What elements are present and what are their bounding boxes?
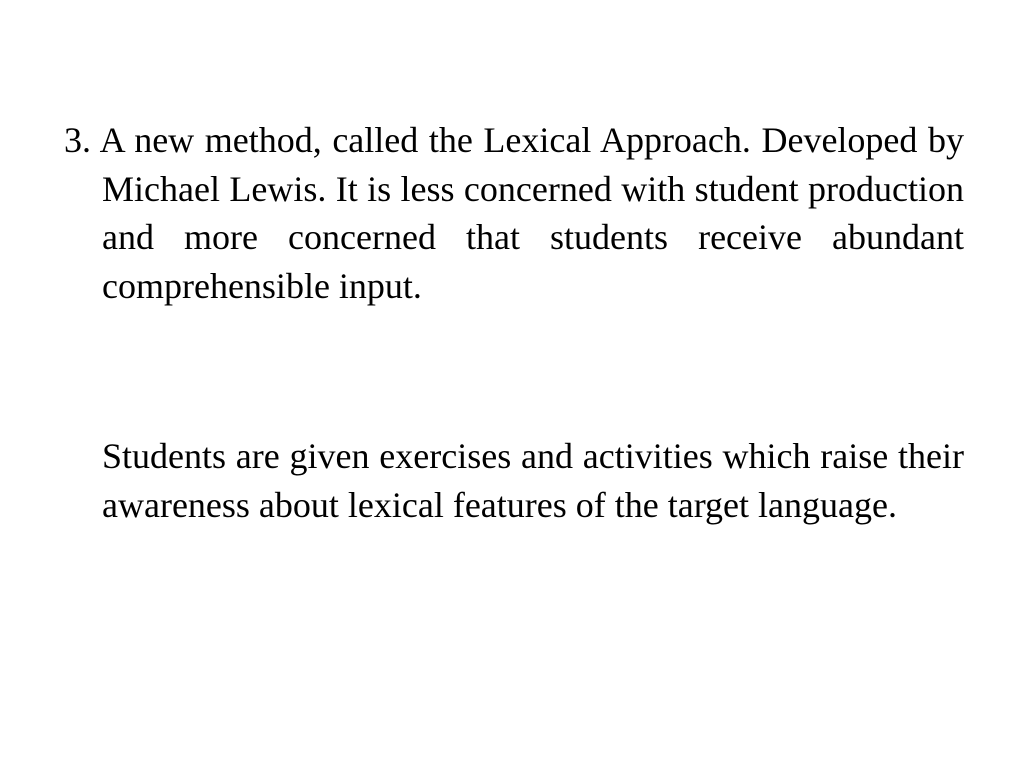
exercises-paragraph: Students are given exercises and activities which raise their awareness about lexical features of the target language. bbox=[102, 436, 964, 525]
lexical-approach-paragraph: 3. A new method, called the Lexical Approach. Developed by Michael Lewis. It is less concerned with student production and more concerned that students receive abundant comprehensible input. bbox=[64, 120, 964, 306]
